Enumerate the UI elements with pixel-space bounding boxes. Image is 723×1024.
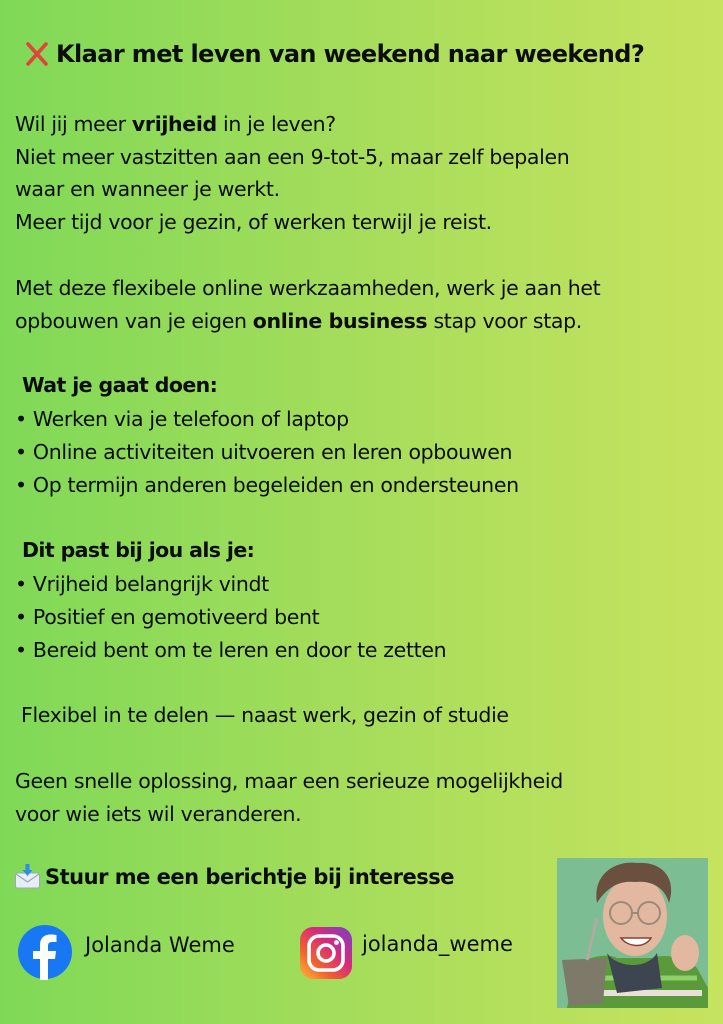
highlight-online-business: online business: [252, 308, 428, 333]
list-item: • Online activiteiten uitvoeren en leren opbouwen: [15, 436, 519, 469]
business-paragraph: [15, 272, 600, 337]
intro-line-2: Niet meer vastzitten aan een 9-tot-5, maar zelf bepalen: [15, 144, 570, 169]
tasks-list: [15, 403, 519, 502]
intro-line-3: waar en wanneer je werkt.: [15, 177, 280, 201]
facebook-icon: [17, 924, 73, 980]
business-line-1: Met deze flexibele online werkzaamheden, werk je aan het: [15, 276, 601, 300]
envelope-arrow-icon: [14, 864, 41, 890]
list-item: • Op termijn anderen begeleiden en ondersteunen: [15, 469, 519, 502]
highlight-vrijheid: vrijheid: [131, 112, 217, 136]
contact-text: Stuur me een berichtje bij interesse: [45, 865, 454, 889]
intro-line-4: Meer tijd voor je gezin, of werken terwijl je reist.: [15, 209, 492, 234]
profile-photo: [557, 858, 708, 1008]
flexibility-note: Flexibel in te delen — naast werk, gezin of studie: [21, 703, 509, 727]
list-item: • Vrijheid belangrijk vindt: [15, 568, 446, 601]
closing-line-2: voor wie iets wil veranderen.: [15, 801, 302, 826]
intro-line-1: Wil jij meer vrijheid in je leven?: [15, 112, 336, 136]
cross-mark-icon: [24, 41, 50, 67]
facebook-link[interactable]: [17, 924, 235, 980]
list-item: • Werken via je telefoon of laptop: [15, 403, 519, 436]
person-photo-illustration: [557, 858, 708, 1008]
closing-paragraph: [15, 765, 563, 830]
list-item: • Bereid bent om te leren en door te zetten: [15, 634, 446, 667]
fit-list: [15, 568, 446, 667]
business-line-2: opbouwen van je eigen online business stap voor stap.: [15, 308, 582, 333]
page-title: [24, 40, 644, 68]
facebook-name: Jolanda Weme: [85, 933, 235, 957]
instagram-link[interactable]: [300, 927, 513, 979]
contact-cta: [14, 864, 454, 890]
title-text: Klaar met leven van weekend naar weekend?: [56, 40, 645, 68]
list-item: • Positief en gemotiveerd bent: [15, 601, 446, 634]
intro-paragraph: [15, 108, 569, 238]
fit-heading: Dit past bij jou als je:: [22, 538, 255, 562]
tasks-heading: Wat je gaat doen:: [22, 373, 218, 397]
instagram-handle: jolanda_weme: [362, 932, 513, 956]
closing-line-1: Geen snelle oplossing, maar een serieuze mogelijkheid: [15, 769, 563, 793]
instagram-icon: [300, 927, 352, 979]
